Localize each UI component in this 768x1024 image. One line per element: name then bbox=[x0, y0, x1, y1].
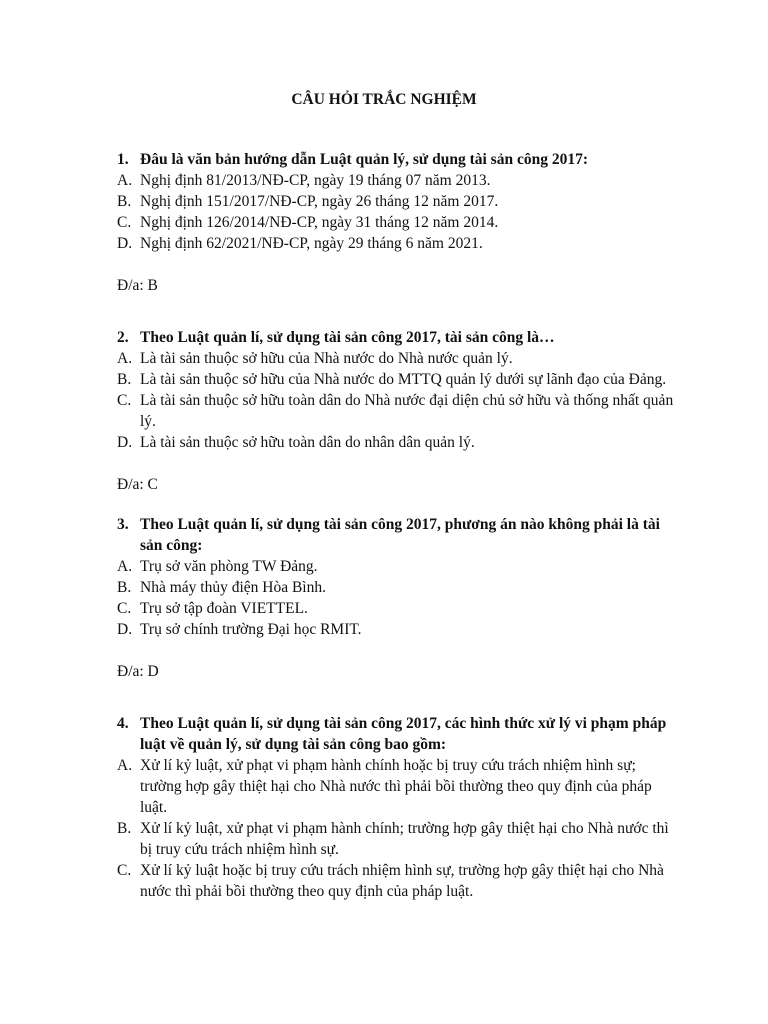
option-b bbox=[117, 818, 677, 860]
question-4 bbox=[117, 713, 677, 902]
page-title: CÂU HỎI TRẮC NGHIỆM bbox=[291, 91, 477, 108]
option-c bbox=[117, 860, 677, 902]
answer-key: Đ/a: C bbox=[117, 476, 158, 493]
option-text: Nghị định 81/2013/NĐ-CP, ngày 19 tháng 07 năm 2013. bbox=[140, 172, 491, 189]
option-a bbox=[117, 348, 677, 369]
option-letter: D. bbox=[117, 235, 133, 252]
option-letter: B. bbox=[117, 820, 132, 837]
option-letter: C. bbox=[117, 600, 132, 617]
question-heading bbox=[117, 514, 677, 556]
option-b bbox=[117, 369, 677, 390]
question-heading bbox=[117, 327, 677, 348]
option-text: Trụ sở tập đoàn VIETTEL. bbox=[140, 600, 308, 617]
option-c bbox=[117, 598, 677, 619]
option-text: Nhà máy thủy điện Hòa Bình. bbox=[140, 579, 326, 596]
option-text: Trụ sở chính trường Đại học RMIT. bbox=[140, 621, 362, 638]
answer-key: Đ/a: B bbox=[117, 277, 158, 294]
option-d bbox=[117, 619, 677, 640]
question-text: Theo Luật quản lí, sử dụng tài sản công 2017, tài sản công là… bbox=[140, 329, 555, 346]
option-letter: A. bbox=[117, 558, 133, 575]
option-c bbox=[117, 390, 677, 432]
answer-key: Đ/a: D bbox=[117, 663, 159, 680]
option-c bbox=[117, 212, 677, 233]
option-letter: A. bbox=[117, 757, 133, 774]
question-2 bbox=[117, 327, 677, 495]
option-a bbox=[117, 556, 677, 577]
option-a bbox=[117, 755, 677, 818]
question-text: Theo Luật quản lí, sử dụng tài sản công 2017, các hình thức xử lý vi phạm pháp luật về quản lý, sử dụng tài sản công bao gồm: bbox=[140, 715, 667, 753]
option-text: Nghị định 126/2014/NĐ-CP, ngày 31 tháng 12 năm 2014. bbox=[140, 214, 499, 231]
option-d bbox=[117, 233, 677, 254]
option-letter: D. bbox=[117, 621, 133, 638]
option-text: Nghị định 151/2017/NĐ-CP, ngày 26 tháng 12 năm 2017. bbox=[140, 193, 499, 210]
option-letter: C. bbox=[117, 392, 132, 409]
question-3 bbox=[117, 514, 677, 682]
option-letter: C. bbox=[117, 214, 132, 231]
option-text: Nghị định 62/2021/NĐ-CP, ngày 29 tháng 6 năm 2021. bbox=[140, 235, 483, 252]
option-letter: A. bbox=[117, 350, 133, 367]
question-number: 1. bbox=[117, 151, 129, 168]
option-letter: A. bbox=[117, 172, 133, 189]
option-text: Trụ sở văn phòng TW Đảng. bbox=[140, 558, 318, 575]
option-text: Là tài sản thuộc sở hữu của Nhà nước do MTTQ quản lý dưới sự lãnh đạo của Đảng. bbox=[140, 371, 667, 388]
question-number: 2. bbox=[117, 329, 129, 346]
question-number: 4. bbox=[117, 715, 129, 732]
option-b bbox=[117, 191, 677, 212]
question-heading bbox=[117, 149, 677, 170]
option-text: Là tài sản thuộc sở hữu toàn dân do nhân dân quản lý. bbox=[140, 434, 475, 451]
option-text: Là tài sản thuộc sở hữu toàn dân do Nhà nước đại diện chủ sở hữu và thống nhất quản lý. bbox=[140, 392, 674, 430]
question-heading bbox=[117, 713, 677, 755]
option-d bbox=[117, 432, 677, 453]
option-a bbox=[117, 170, 677, 191]
question-number: 3. bbox=[117, 516, 129, 533]
question-text: Đâu là văn bản hướng dẫn Luật quản lý, sử dụng tài sản công 2017: bbox=[140, 151, 588, 168]
question-1 bbox=[117, 149, 677, 296]
option-text: Xử lí kỷ luật hoặc bị truy cứu trách nhiệm hình sự, trường hợp gây thiệt hại cho Nhà nước thì phải bồi thường theo quy định của pháp luật. bbox=[140, 862, 664, 900]
option-text: Xử lí kỷ luật, xử phạt vi phạm hành chính; trường hợp gây thiệt hại cho Nhà nước thì bị truy cứu trách nhiệm hình sự. bbox=[140, 820, 669, 858]
option-letter: C. bbox=[117, 862, 132, 879]
option-letter: B. bbox=[117, 579, 132, 596]
option-text: Xử lí kỷ luật, xử phạt vi phạm hành chính hoặc bị truy cứu trách nhiệm hình sự; trường hợp gây thiệt hại cho Nhà nước thì phải bồi thường theo quy định của pháp luật. bbox=[140, 757, 652, 816]
option-text: Là tài sản thuộc sở hữu của Nhà nước do Nhà nước quản lý. bbox=[140, 350, 513, 367]
option-letter: B. bbox=[117, 371, 132, 388]
option-b bbox=[117, 577, 677, 598]
option-letter: D. bbox=[117, 434, 133, 451]
question-text: Theo Luật quản lí, sử dụng tài sản công 2017, phương án nào không phải là tài sản công: bbox=[140, 516, 660, 554]
option-letter: B. bbox=[117, 193, 132, 210]
